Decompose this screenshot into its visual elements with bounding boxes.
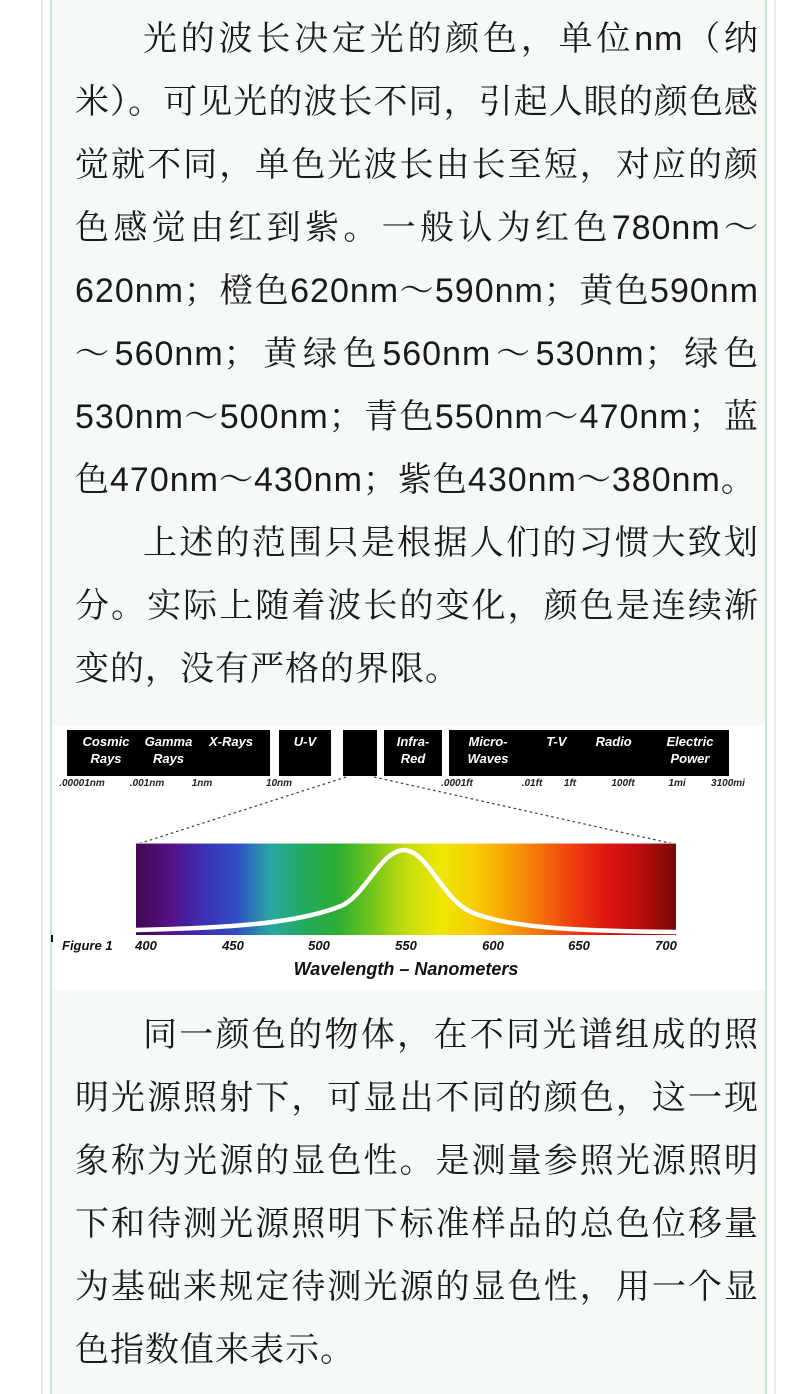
scale-label: 3100mi	[711, 778, 745, 789]
axis-tick-label: 500	[308, 938, 330, 953]
paragraph-wavelength-colors: 光的波长决定光的颜色，单位nm（纳米）。可见光的波长不同，引起人眼的颜色感觉就不同，单色光波长由长至短，对应的颜色感觉由红到紫。一般认为红色780nm～620nm；橙色620nm～590nm；黄色590nm～560nm；黄绿色560nm～530nm；绿色530nm～500nm；青色550nm～470nm；蓝色470nm～430nm；紫色430nm～380nm。	[75, 20, 759, 499]
band-label-x-rays: X-Rays	[208, 734, 254, 749]
band-label-tv: T-V	[546, 734, 567, 749]
article-body	[52, 0, 765, 1382]
wavelength-scale-row	[52, 778, 765, 792]
band-label-uv: U-V	[293, 734, 317, 749]
axis-tick-label: 400	[135, 938, 157, 953]
band-segment-short-waves	[67, 730, 270, 776]
band-segment-visible-light	[343, 730, 377, 776]
scale-label: 1nm	[191, 778, 213, 789]
axis-tick-label: 550	[395, 938, 417, 953]
band-segment-long-waves	[449, 730, 729, 776]
outer-border-line-right	[774, 0, 776, 1394]
outer-border-line-left	[41, 0, 43, 1394]
axis-tick-label: 650	[568, 938, 590, 953]
scale-label: 100ft	[611, 778, 635, 789]
scale-label: .01ft	[521, 778, 543, 789]
band-segment-uv	[279, 730, 331, 776]
axis-tick-label: 450	[222, 938, 244, 953]
scale-label: .00001nm	[59, 778, 105, 789]
axis-tick-label: 600	[482, 938, 504, 953]
band-label-electric-power: Electric Power	[666, 734, 714, 766]
axis-tick-label: 700	[655, 938, 677, 953]
paragraph-range-note: 上述的范围只是根据人们的习惯大致划分。实际上随着波长的变化，颜色是连续渐变的，没有严格的界限。	[75, 524, 759, 688]
scale-label: .001nm	[129, 778, 165, 789]
paragraph-color-rendering: 同一颜色的物体，在不同光谱组成的照明光源照射下，可显出不同的颜色，这一现象称为光源的显色性。是测量参照光源照明下和待测光源照明下标准样品的总色位移量为基础来规定待测光源的显色性，用一个显色指数值来表示。	[75, 1016, 759, 1369]
luminosity-curve	[136, 844, 676, 936]
scale-label: .0001ft	[441, 778, 473, 789]
band-label-radio: Radio	[595, 734, 632, 749]
band-label-microwaves: Micro-Waves	[467, 734, 509, 766]
spectrum-figure	[52, 725, 765, 990]
axis-title: Wavelength – Nanometers	[293, 959, 519, 979]
wavelength-minor-tick	[51, 935, 53, 939]
spectrum-gradient-bar	[136, 843, 676, 935]
scale-label: 1ft	[563, 778, 577, 789]
band-label-cosmic-rays: Cosmic Rays	[82, 734, 130, 766]
scale-label: 10nm	[265, 778, 293, 789]
band-label-infrared: Infra-Red	[396, 734, 430, 766]
scale-label: 1mi	[668, 778, 686, 789]
content-panel	[50, 0, 767, 1394]
band-segment-infrared	[384, 730, 442, 776]
band-label-gamma-rays: Gamma Rays	[144, 734, 193, 766]
figure-caption: Figure 1	[62, 938, 113, 953]
